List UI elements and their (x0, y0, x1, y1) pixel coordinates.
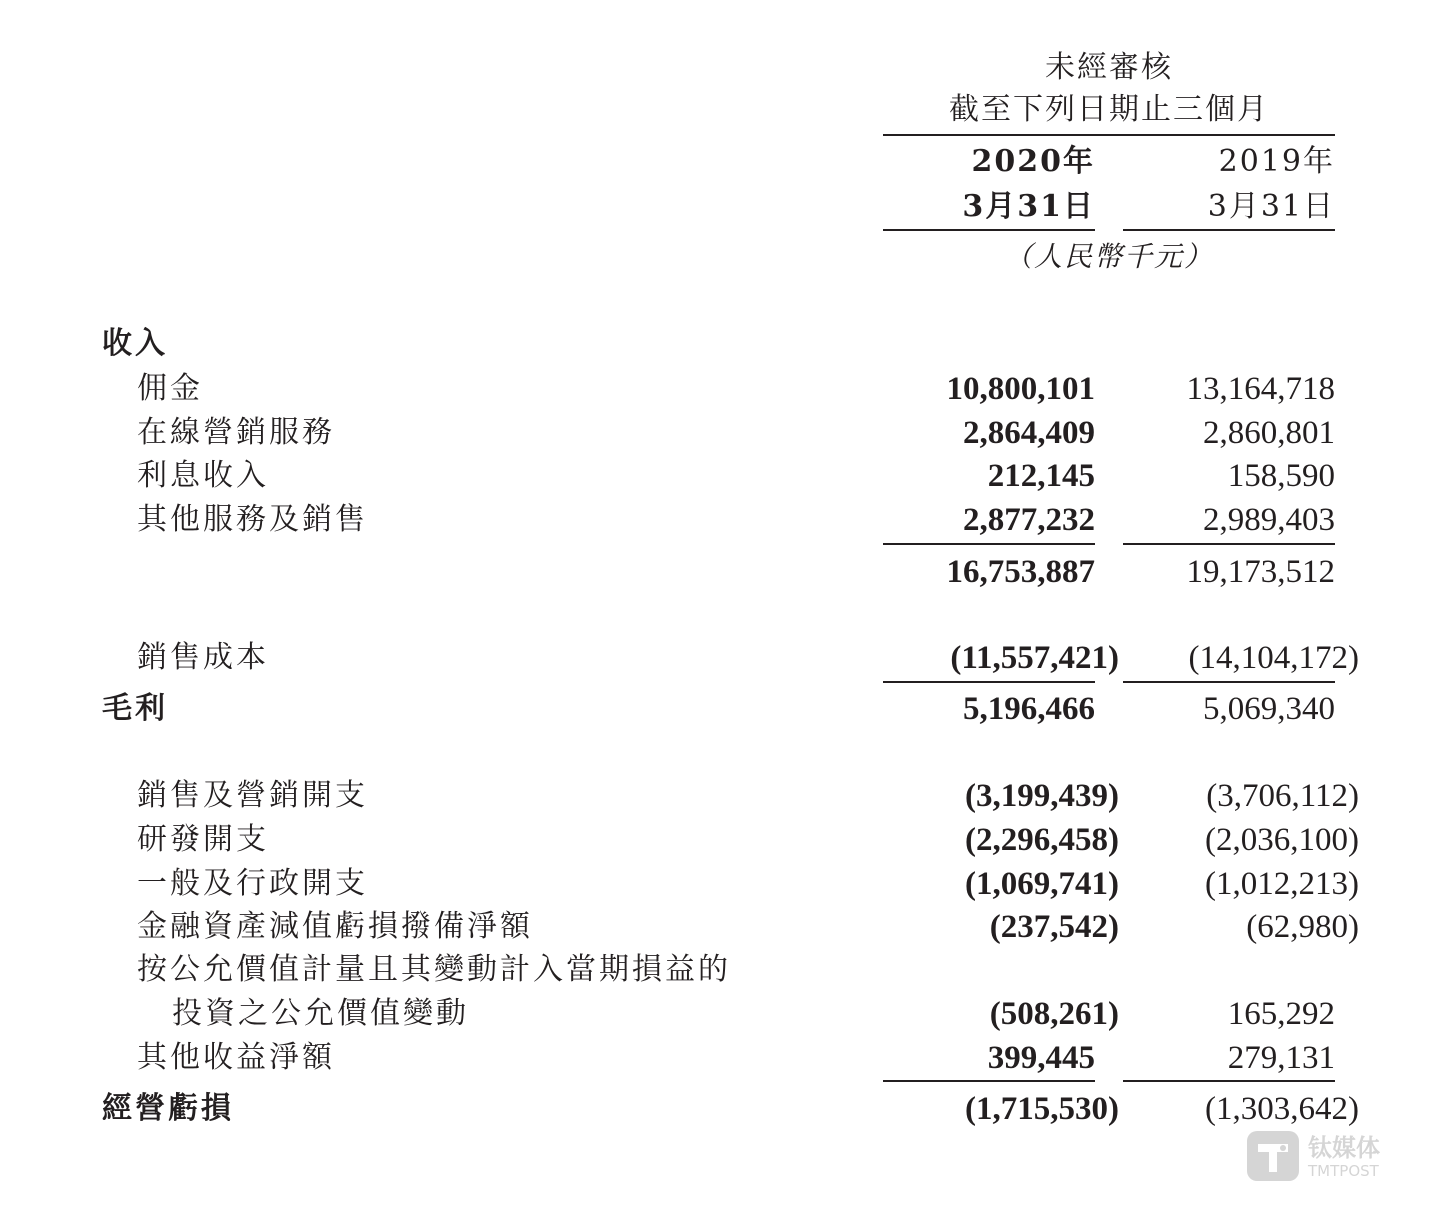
rule-2019 (1123, 543, 1335, 545)
value-2020: (1,715,530) (965, 1091, 1119, 1127)
value-2020: 10,800,101 (946, 371, 1095, 407)
row-label: 其他收益淨額 (137, 1040, 335, 1075)
value-2019: (2,036,100) (1205, 822, 1359, 858)
value-2020: 399,445 (987, 1040, 1095, 1076)
row-label: 研發開支 (137, 822, 269, 857)
svg-text:钛媒体: 钛媒体 (1308, 1134, 1380, 1162)
row-label: 一般及行政開支 (137, 866, 368, 901)
row-label: 經營虧損 (102, 1091, 234, 1126)
value-2020: (3,199,439) (965, 778, 1119, 814)
row-label: 按公允價值計量且其變動計入當期損益的 (137, 952, 731, 987)
tmtpost-watermark (1246, 1130, 1396, 1186)
value-2020: (508,261) (989, 996, 1119, 1032)
rule-2020 (883, 1080, 1095, 1082)
value-2019: (3,706,112) (1206, 778, 1359, 814)
row-label: 其他服務及銷售 (137, 502, 368, 537)
period-heading: 截至下列日期止三個月 (949, 92, 1269, 127)
value-2019: (1,012,213) (1205, 866, 1359, 902)
row-label: 收入 (102, 326, 168, 361)
audit-status-heading: 未經審核 (1045, 50, 1173, 85)
rule-2020 (883, 543, 1095, 545)
rule-2019 (1123, 681, 1335, 683)
value-2019: 158,590 (1227, 458, 1335, 494)
value-2020: 5,196,466 (963, 691, 1095, 727)
value-2020: (237,542) (989, 909, 1119, 945)
col-2019-rule (1123, 229, 1335, 231)
value-2019: 165,292 (1227, 996, 1335, 1032)
value-2019: 5,069,340 (1203, 691, 1335, 727)
row-label: 毛利 (102, 691, 168, 726)
row-label: 銷售成本 (137, 640, 269, 675)
rule-2020 (883, 681, 1095, 683)
value-2019: 2,860,801 (1203, 415, 1335, 451)
value-2020: (1,069,741) (965, 866, 1119, 902)
value-2019: 13,164,718 (1186, 371, 1335, 407)
value-2020: 2,864,409 (963, 415, 1095, 451)
value-2020: 2,877,232 (963, 502, 1095, 538)
header-rule (883, 134, 1335, 136)
svg-text:TMTPOST: TMTPOST (1308, 1162, 1379, 1180)
value-2019: (62,980) (1246, 909, 1359, 945)
row-label: 投資之公允價值變動 (172, 996, 469, 1031)
value-2020: (11,557,421) (950, 640, 1119, 676)
value-2019: 2,989,403 (1203, 502, 1335, 538)
col-2020-rule (883, 229, 1095, 231)
row-label: 金融資產減值虧損撥備淨額 (137, 909, 533, 944)
value-2020: 212,145 (987, 458, 1095, 494)
row-label: 銷售及營銷開支 (137, 778, 368, 813)
row-label: 在線營銷服務 (137, 415, 335, 450)
col-2020-date: 3月31日 (962, 189, 1095, 224)
value-2019: 19,173,512 (1186, 554, 1335, 590)
rule-2019 (1123, 1080, 1335, 1082)
unit-label: （人民幣千元） (1003, 240, 1214, 273)
col-2019-date: 3月31日 (1207, 189, 1335, 224)
row-label: 佣金 (137, 371, 203, 406)
value-2019: (1,303,642) (1205, 1091, 1359, 1127)
row-label: 利息收入 (137, 458, 269, 493)
col-2019-year: 2019年 (1218, 144, 1335, 179)
value-2019: 279,131 (1227, 1040, 1335, 1076)
value-2020: (2,296,458) (965, 822, 1119, 858)
value-2020: 16,753,887 (946, 554, 1095, 590)
col-2020-year: 2020年 (971, 144, 1095, 179)
value-2019: (14,104,172) (1188, 640, 1359, 676)
tmtpost-logo-icon (1246, 1130, 1396, 1182)
